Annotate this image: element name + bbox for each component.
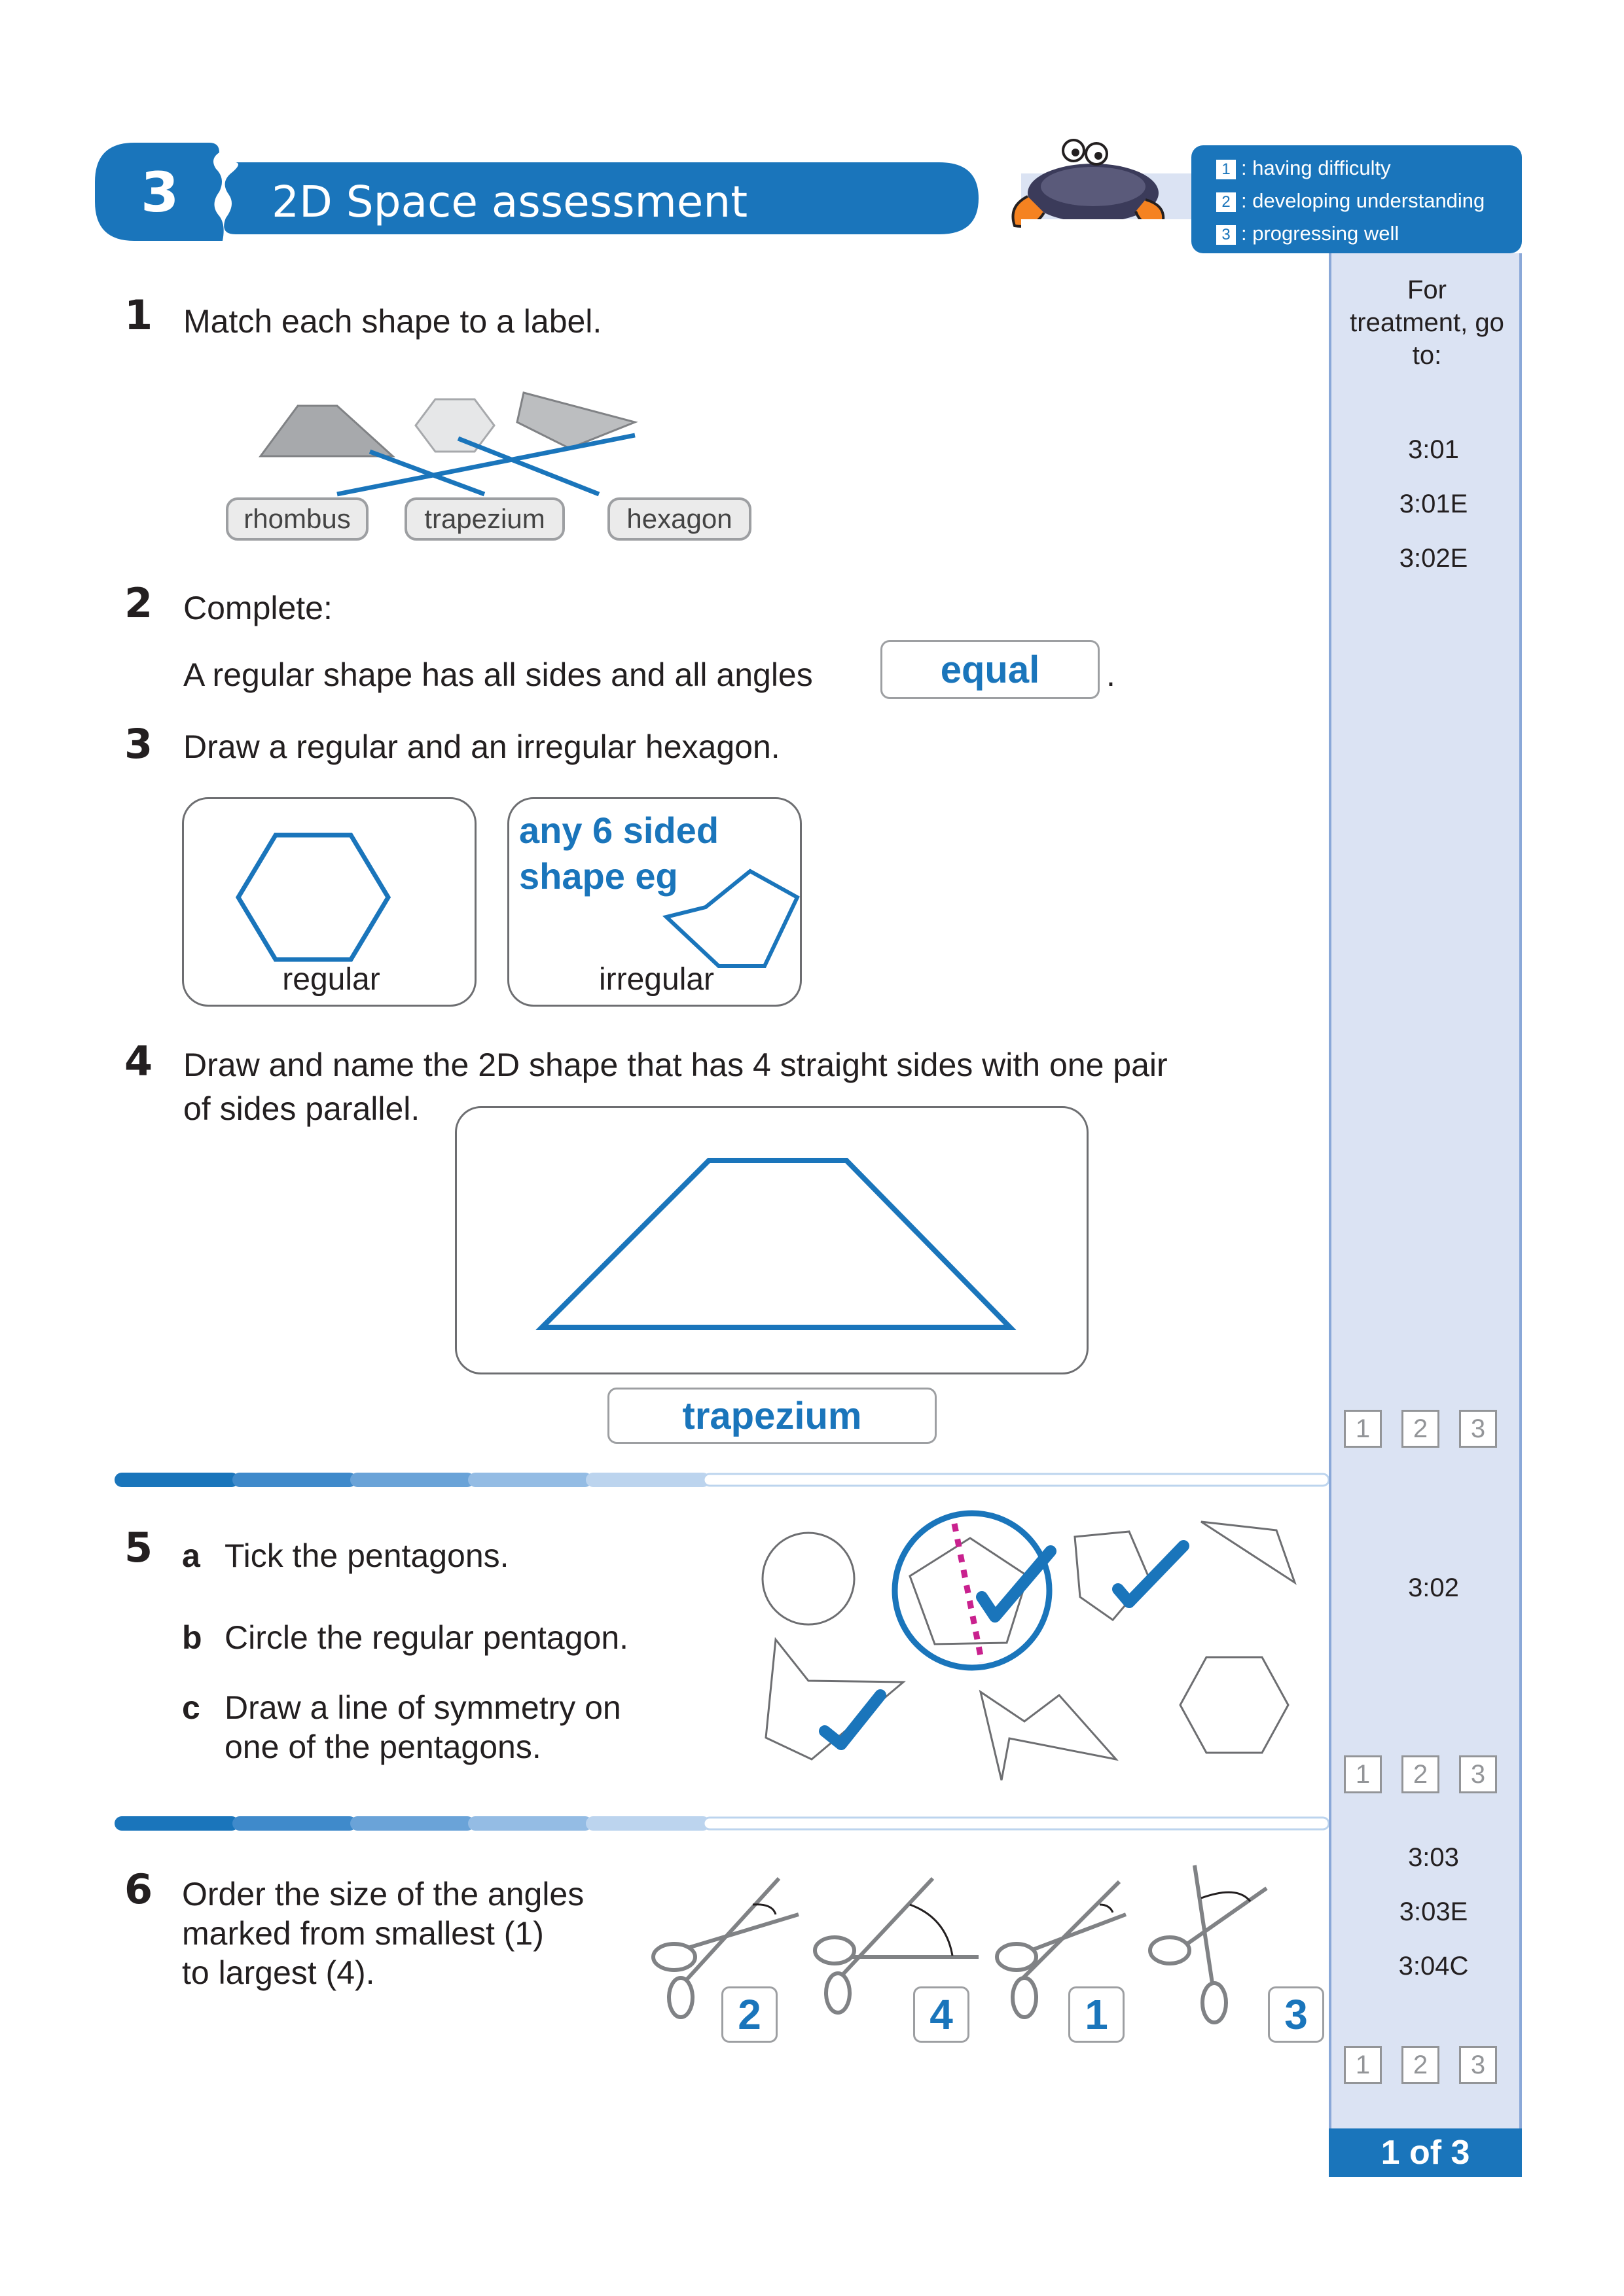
quadrilateral-shape: [1201, 1522, 1295, 1583]
q4-number: 4: [124, 1037, 153, 1085]
pentagon-2: [1075, 1532, 1149, 1620]
q1-shapes: [249, 380, 720, 511]
q6-number: 6: [124, 1865, 153, 1913]
page-title: 2D Space assessment: [272, 177, 748, 227]
label-trapezium[interactable]: trapezium: [405, 497, 565, 541]
q5b-text: Circle the regular pentagon.: [225, 1619, 629, 1656]
hexagon-shape: [416, 399, 494, 452]
match-line-trapezium: [370, 452, 484, 494]
q2-text: Complete:: [183, 590, 333, 626]
hexagon-shape-2: [1180, 1657, 1288, 1753]
bowtie-shape: [981, 1692, 1116, 1780]
key-row-3: [1216, 217, 1522, 250]
regular-pentagon-circle: [895, 1513, 1049, 1668]
q3-number: 3: [124, 720, 153, 768]
ref-3-02[interactable]: 3:02: [1408, 1573, 1459, 1602]
q5a-text: Tick the pentagons.: [225, 1537, 509, 1574]
rating-1-box-1[interactable]: 1: [1344, 1410, 1382, 1448]
q4-answer-box[interactable]: trapezium: [607, 1388, 937, 1444]
rating-3-box-2[interactable]: 2: [1401, 2046, 1439, 2084]
rating-2-box-3[interactable]: 3: [1459, 1755, 1497, 1793]
difficulty-key: [1191, 145, 1522, 253]
q1-number: 1: [124, 291, 153, 339]
q4-text-line2: of sides parallel.: [183, 1090, 420, 1127]
key-num-1: 1: [1216, 160, 1236, 179]
q2-sentence: A regular shape has all sides and all angles: [183, 656, 813, 693]
angle-rank-box-4[interactable]: 3: [1268, 1986, 1324, 2043]
key-text-2: : developing understanding: [1241, 189, 1485, 212]
trapezium-drawing: [457, 1108, 1091, 1376]
q6-text-line3: to largest (4).: [182, 1954, 375, 1991]
section-divider-2: [115, 1816, 1329, 1831]
rating-2-box-2[interactable]: 2: [1401, 1755, 1439, 1793]
q6-text-line2: marked from smallest (1): [182, 1915, 544, 1952]
ref-3-03[interactable]: 3:03: [1408, 1843, 1459, 1872]
q5c-text-line2: one of the pentagons.: [225, 1729, 541, 1765]
regular-label: regular: [282, 962, 380, 997]
q5b-letter: b: [182, 1619, 202, 1656]
q5c-text-line1: Draw a line of symmetry on: [225, 1689, 621, 1726]
q4-text-line1: Draw and name the 2D shape that has 4 straight sides with one pair: [183, 1047, 1168, 1083]
q3-irregular-box[interactable]: [507, 797, 802, 1007]
label-rhombus[interactable]: rhombus: [226, 497, 369, 541]
ref-3-01e[interactable]: 3:01E: [1399, 490, 1468, 518]
q5-number: 5: [124, 1524, 153, 1571]
tick-2: [1118, 1546, 1183, 1602]
irregular-answer-note-line1: any 6 sided: [519, 810, 719, 851]
q5a-letter: a: [182, 1537, 200, 1574]
angle-rank-box-2[interactable]: 4: [913, 1986, 969, 2043]
key-row-1: [1216, 152, 1522, 185]
ref-3-04c[interactable]: 3:04C: [1398, 1952, 1469, 1981]
q2-answer-box[interactable]: equal: [880, 640, 1100, 699]
crab-mascot: [982, 134, 1204, 245]
irregular-label: irregular: [598, 962, 715, 997]
rating-3-box-3[interactable]: 3: [1459, 2046, 1497, 2084]
key-text-1: : having difficulty: [1241, 156, 1391, 179]
unit-number: 3: [141, 160, 179, 224]
key-num-3: 3: [1216, 225, 1236, 245]
page-indicator: 1 of 3: [1329, 2128, 1522, 2177]
q2-number: 2: [124, 579, 153, 627]
rating-1-box-3[interactable]: 3: [1459, 1410, 1497, 1448]
section-divider-1: [115, 1473, 1329, 1487]
q1-text: Match each shape to a label.: [183, 303, 602, 340]
key-num-2: 2: [1216, 192, 1236, 212]
trapezium-shape: [261, 406, 393, 456]
rating-1-box-2[interactable]: 2: [1401, 1410, 1439, 1448]
q2-period: .: [1106, 656, 1115, 693]
scissors-4-icon: [1150, 1865, 1267, 2022]
key-text-3: : progressing well: [1241, 222, 1399, 245]
ref-3-03e[interactable]: 3:03E: [1399, 1897, 1468, 1926]
angle-rank-box-1[interactable]: 2: [721, 1986, 778, 2043]
ref-3-01[interactable]: 3:01: [1408, 435, 1459, 464]
crab-icon: [982, 134, 1204, 245]
q6-text-line1: Order the size of the angles: [182, 1876, 585, 1912]
irregular-answer-note-line2: shape eg: [519, 855, 678, 897]
q3-regular-box[interactable]: [182, 797, 477, 1007]
circle-shape: [763, 1533, 854, 1624]
treatment-label: For treatment, go to:: [1350, 276, 1504, 370]
q5c-letter: c: [182, 1689, 200, 1726]
match-line-rhombus: [337, 435, 635, 494]
angle-rank-box-3[interactable]: 1: [1068, 1986, 1125, 2043]
q5-shapes[interactable]: [746, 1505, 1329, 1806]
rating-2-box-1[interactable]: 1: [1344, 1755, 1382, 1793]
treatment-sidebar: [1329, 253, 1522, 2164]
q3-text: Draw a regular and an irregular hexagon.: [183, 728, 780, 765]
key-row-2: [1216, 185, 1522, 217]
label-hexagon[interactable]: hexagon: [607, 497, 751, 541]
tick-3: [825, 1695, 880, 1744]
ref-3-02e[interactable]: 3:02E: [1399, 544, 1468, 573]
tick-1: [982, 1551, 1051, 1617]
rating-3-box-1[interactable]: 1: [1344, 2046, 1382, 2084]
q4-draw-box[interactable]: [455, 1106, 1089, 1374]
